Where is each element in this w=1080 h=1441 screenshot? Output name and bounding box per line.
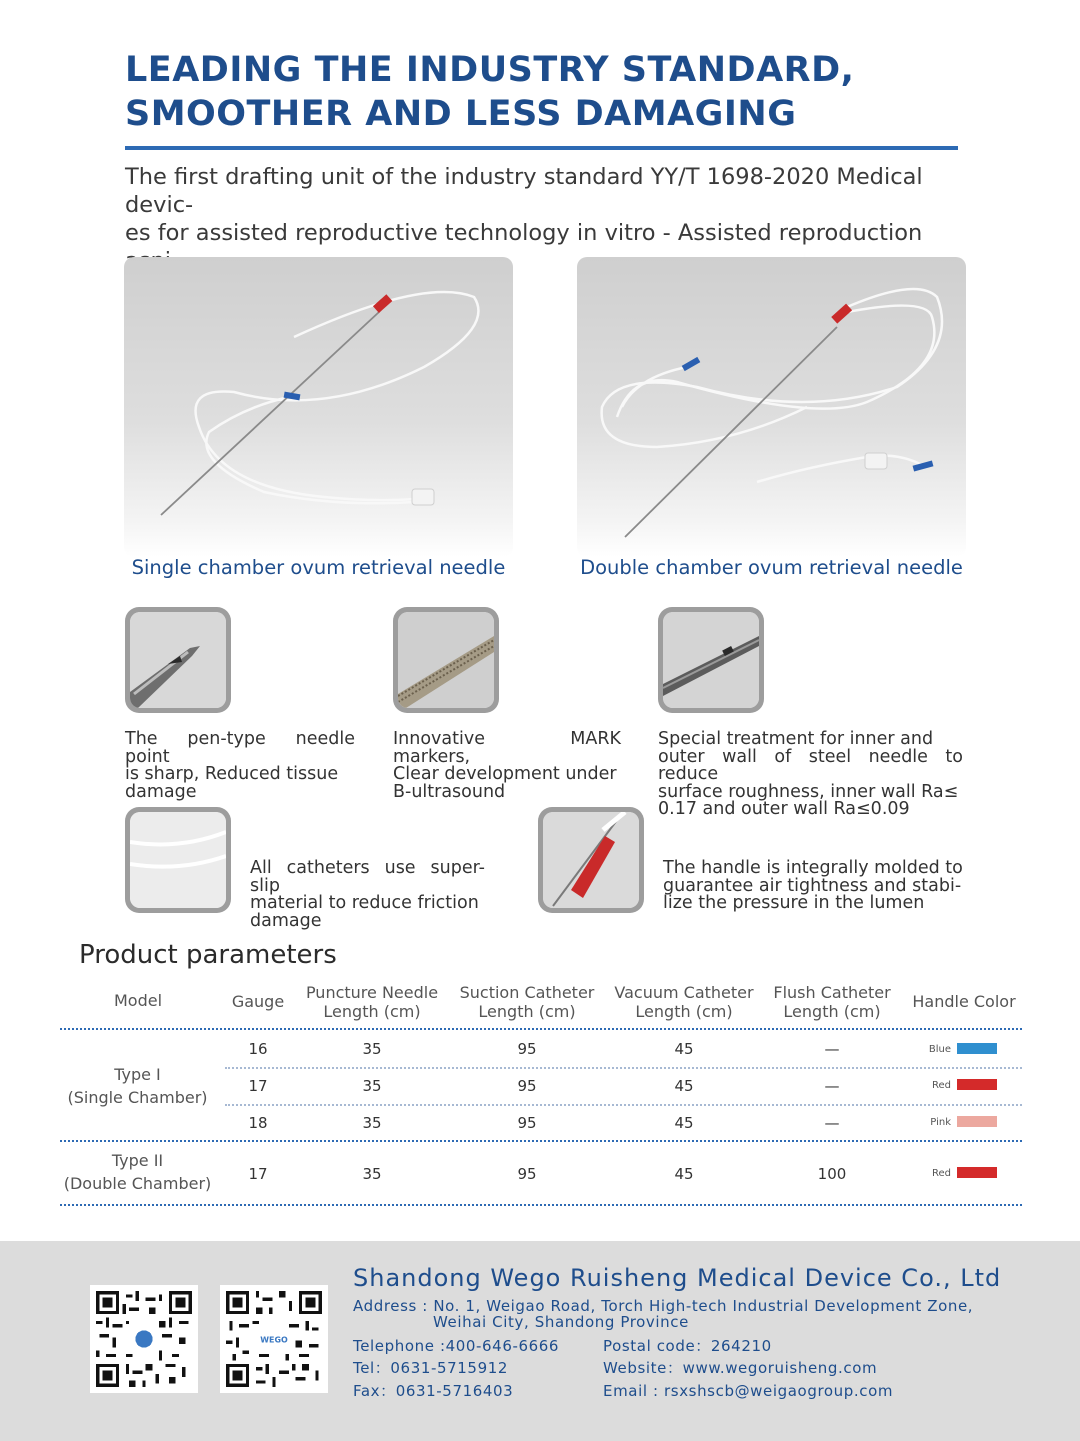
qr-icon: [96, 1291, 192, 1387]
headline-line-1: LEADING THE INDUSTRY STANDARD,: [125, 50, 855, 90]
header-model: Model: [113, 991, 163, 1010]
cell-suction: 95: [517, 1165, 537, 1183]
cell-puncture: 35: [362, 1114, 382, 1132]
table-bottom-divider: [60, 1204, 1022, 1206]
model-type-1: Type I (Single Chamber): [67, 1065, 208, 1107]
header-vacuum-catheter: Vacuum Catheter Length (cm): [614, 983, 754, 1021]
double-chamber-needle-photo: [577, 257, 966, 557]
address-line-1: Address : No. 1, Weigao Road, Torch High-tech Industrial Development Zone,: [353, 1297, 974, 1315]
cell-vacuum: 45: [674, 1165, 694, 1183]
header-puncture-needle: Puncture Needle Length (cm): [305, 983, 439, 1021]
handle-color-swatch: [957, 1043, 997, 1054]
cell-puncture: 35: [362, 1040, 382, 1058]
cell-puncture: 35: [362, 1165, 382, 1183]
product-parameters-title: Product parameters: [79, 940, 337, 970]
table-header-divider: [60, 1028, 1022, 1030]
single-chamber-caption: Single chamber ovum retrieval needle: [131, 556, 506, 579]
fax: Fax：0631-5716403: [353, 1382, 514, 1400]
header-suction-catheter: Suction Catheter Length (cm): [459, 983, 595, 1021]
header-gauge: Gauge: [231, 992, 285, 1011]
qr-icon: [226, 1291, 322, 1387]
row-divider: [225, 1067, 1022, 1069]
cell-puncture: 35: [362, 1077, 382, 1095]
handle-color-swatch: [957, 1116, 997, 1127]
handle-color-label: Red: [932, 1080, 951, 1091]
header-handle-color: Handle Color: [912, 992, 1016, 1011]
cell-gauge: 17: [248, 1165, 268, 1183]
cell-flush: —: [824, 1114, 840, 1132]
feature-needle-point-text: The pen-type needle point is sharp, Reduced tissue damage: [125, 729, 355, 802]
postal-code: Postal code：264210: [603, 1337, 772, 1355]
cell-suction: 95: [517, 1077, 537, 1095]
headline-line-2: SMOOTHER AND LESS DAMAGING: [125, 94, 797, 134]
email-link[interactable]: Email : rsxshscb@weigaogroup.com: [603, 1382, 894, 1400]
page-headline: [125, 48, 985, 136]
model-type-2: Type II (Double Chamber): [63, 1151, 212, 1193]
handle-color-swatch: [957, 1167, 997, 1178]
cell-flush: —: [824, 1040, 840, 1058]
cell-gauge: 18: [248, 1114, 268, 1132]
needle-tip-thumbnail: [125, 607, 231, 713]
mark-marker-thumbnail: [393, 607, 499, 713]
feature-handle-text: The handle is integrally molded to guarantee air tightness and stabi- lize the pressure in the lumen: [663, 858, 963, 913]
feature-surface-treatment-text: Special treatment for inner and outer wall of steel needle to reduce surface roughness, inner wall Ra≤ 0.17 and outer wall Ra≤0.09: [658, 729, 963, 819]
cell-gauge: 17: [248, 1077, 268, 1095]
catheter-thumbnail: [125, 807, 231, 913]
website-link[interactable]: Website：www.wegoruisheng.com: [603, 1359, 878, 1377]
cell-suction: 95: [517, 1114, 537, 1132]
double-chamber-caption: Double chamber ovum retrieval needle: [580, 556, 963, 579]
single-chamber-needle-photo: [124, 257, 513, 557]
telephone: Telephone :400-646-6666: [353, 1337, 560, 1355]
cell-flush: —: [824, 1077, 840, 1095]
intro-line-1: The first drafting unit of the industry standard YY/T 1698-2020 Medical devic-: [125, 164, 923, 218]
steel-needle-wall-thumbnail: [658, 607, 764, 713]
cell-vacuum: 45: [674, 1114, 694, 1132]
intro-line-2: es for assisted reproductive technology in vitro - Assisted reproduction: [125, 220, 923, 246]
address-line-2: Weihai City, Shandong Province: [433, 1313, 689, 1331]
feature-mark-markers-text: Innovative MARK markers, Clear development under B-ultrasound: [393, 729, 621, 802]
row-divider: [225, 1104, 1022, 1106]
handle-color-label: Pink: [930, 1117, 951, 1128]
qr-code-right[interactable]: [220, 1285, 328, 1393]
type-group-divider: [60, 1140, 1022, 1142]
cell-gauge: 16: [248, 1040, 268, 1058]
cell-suction: 95: [517, 1040, 537, 1058]
feature-catheter-text: All catheters use super-slip material to reduce friction damage: [250, 858, 485, 931]
handle-color-label: Blue: [928, 1044, 951, 1055]
headline-divider: [125, 146, 958, 150]
handle-color-label: Red: [932, 1168, 951, 1179]
qr-logo-text: WEGO: [260, 1335, 288, 1345]
header-flush-catheter: Flush Catheter Length (cm): [773, 983, 891, 1021]
company-name: Shandong Wego Ruisheng Medical Device Co., Ltd: [353, 1264, 1002, 1292]
handle-thumbnail: [538, 807, 644, 913]
tel: Tel：0631-5715912: [353, 1359, 509, 1377]
cell-flush: 100: [817, 1165, 847, 1183]
handle-color-swatch: [957, 1079, 997, 1090]
cell-vacuum: 45: [674, 1077, 694, 1095]
qr-code-left[interactable]: [90, 1285, 198, 1393]
cell-vacuum: 45: [674, 1040, 694, 1058]
